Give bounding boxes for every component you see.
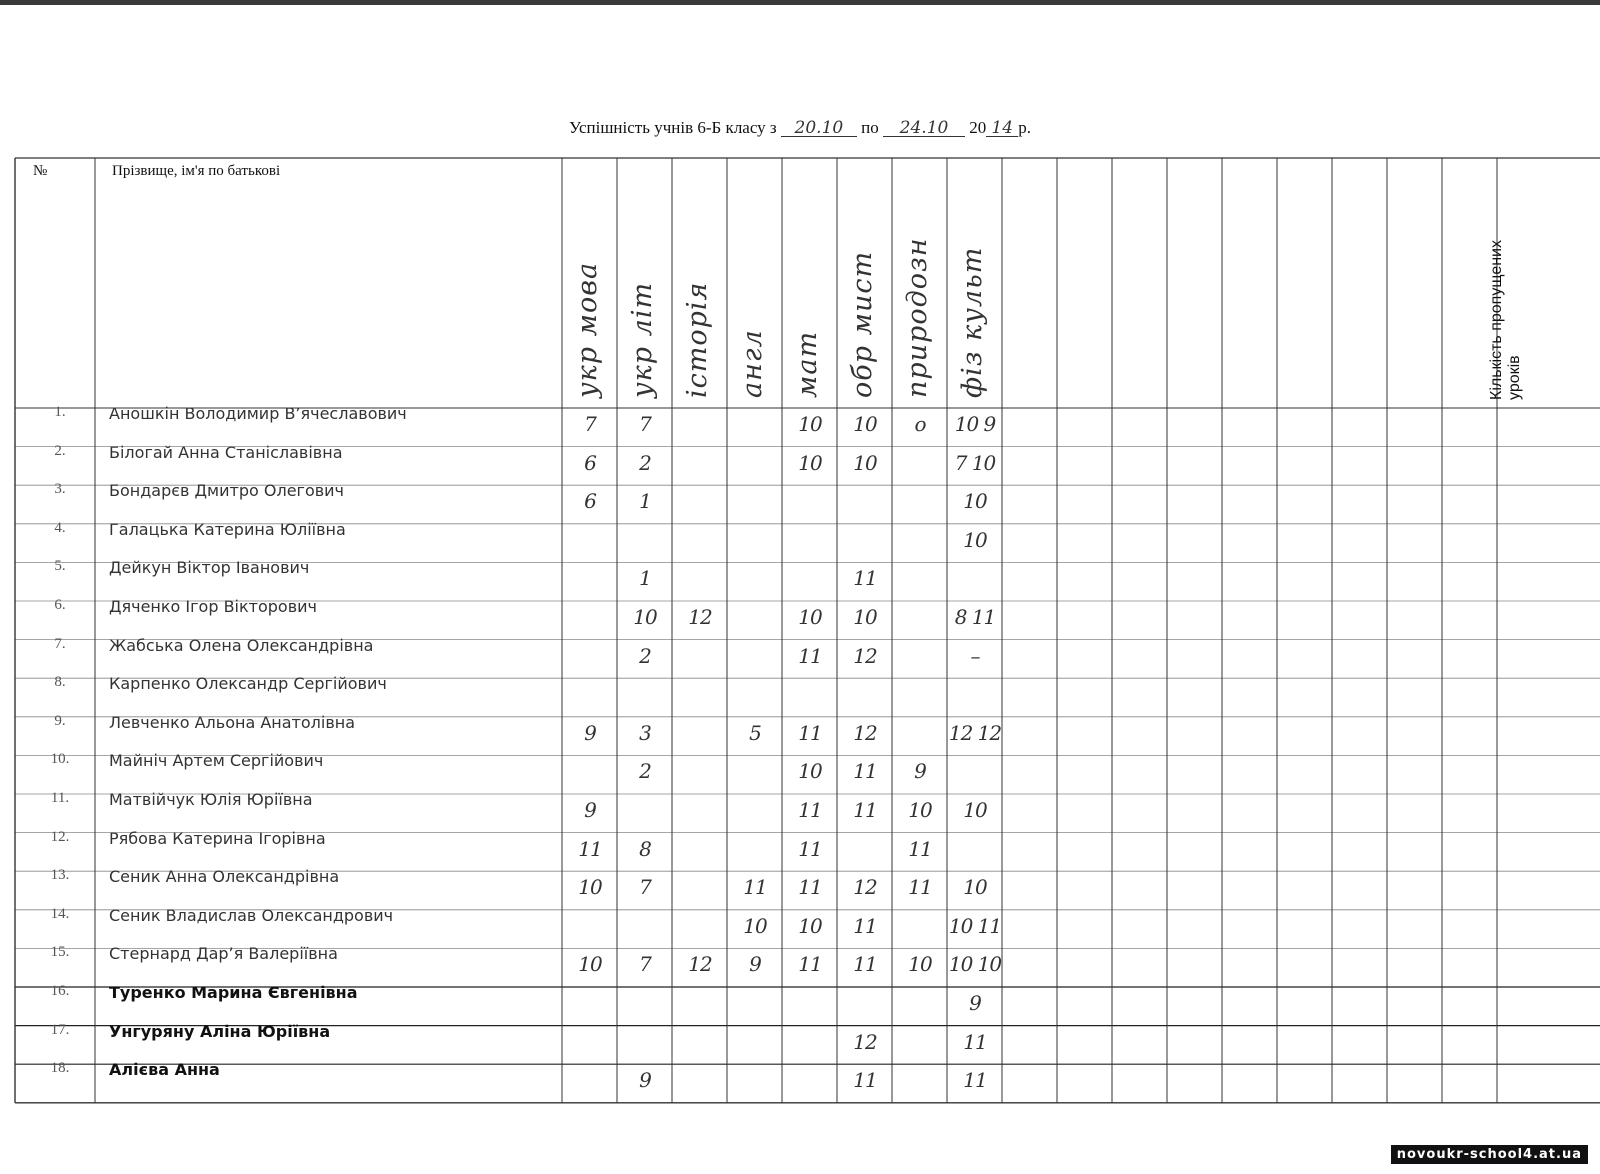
row-number: 17. xyxy=(50,1021,70,1038)
grade-cell: 11 xyxy=(798,720,822,745)
scan-top-edge xyxy=(0,0,1600,5)
grade-cell: 8 11 xyxy=(954,605,996,629)
year-suffix: 14 xyxy=(986,120,1018,137)
grade-cell: 10 11 xyxy=(948,913,1002,938)
grade-cell: 10 xyxy=(908,798,932,822)
subject-header: обр мист xyxy=(847,250,878,398)
grade-cell: 2 xyxy=(639,450,651,475)
grade-cell: 10 xyxy=(908,952,932,977)
grade-cell: 10 xyxy=(963,527,987,552)
header-missed-lessons: Кількість пропущених уроків xyxy=(1488,240,1523,400)
grade-cell: о xyxy=(914,412,926,436)
student-name: Майніч Артем Сергійович xyxy=(109,751,324,771)
student-name: Дяченко Ігор Вікторович xyxy=(109,597,317,616)
grade-cell: – xyxy=(970,643,980,668)
row-number: 7. xyxy=(54,635,66,652)
subject-header: англ xyxy=(737,329,768,398)
grade-cell: 11 xyxy=(908,875,932,900)
row-number: 2. xyxy=(54,442,66,459)
grade-cell: 12 xyxy=(853,720,877,745)
student-name: Рябова Катерина Ігорівна xyxy=(109,828,326,848)
student-name: Унгуряну Аліна Юріївна xyxy=(109,1021,331,1041)
row-number: 5. xyxy=(54,558,66,575)
grade-cell: 11 xyxy=(963,1029,987,1054)
student-name: Аношкін Володимир В’ячеславович xyxy=(109,404,407,423)
grade-cell: 7 xyxy=(639,875,651,900)
student-name: Дейкун Віктор Іванович xyxy=(109,558,310,578)
row-number: 10. xyxy=(50,751,70,768)
grade-cell: 11 xyxy=(798,836,822,861)
subject-header: природозн xyxy=(902,237,933,398)
row-number: 18. xyxy=(50,1060,70,1077)
grade-cell: 9 xyxy=(914,759,926,784)
site-watermark: novoukr-school4.at.ua xyxy=(1391,1145,1588,1164)
grade-cell: 3 xyxy=(639,720,651,745)
grade-cell: 10 10 xyxy=(948,952,1002,977)
grade-cell: 10 9 xyxy=(954,412,996,436)
student-name: Жабська Олена Олександрівна xyxy=(109,635,374,655)
grade-cell: 10 xyxy=(578,952,602,977)
student-name: Левченко Альона Анатолівна xyxy=(109,712,356,732)
year-prefix: 20 xyxy=(969,118,987,137)
row-number: 16. xyxy=(50,983,70,999)
grade-cell: 1 xyxy=(639,566,651,591)
row-number: 14. xyxy=(50,905,70,922)
date-from: 20.10 xyxy=(781,120,857,137)
grade-cell: 12 xyxy=(688,952,712,977)
title-suffix: р. xyxy=(1018,118,1031,137)
row-number: 6. xyxy=(54,597,66,613)
student-name: Бондарєв Дмитро Олегович xyxy=(109,481,345,501)
row-number: 8. xyxy=(54,674,66,691)
grade-cell: 10 xyxy=(963,489,987,514)
grade-cell: 12 xyxy=(688,605,712,629)
header-name: Прізвище, ім'я по батькові xyxy=(112,163,281,179)
grade-cell: 10 xyxy=(963,875,987,900)
subject-header: фіз культ xyxy=(957,246,988,398)
grade-cell: 10 xyxy=(963,798,987,822)
title-prefix: Успішність учнів 6-Б класу з xyxy=(568,118,777,137)
grade-cell: 12 12 xyxy=(948,720,1002,745)
row-number: 1. xyxy=(54,404,66,420)
grade-cell: 8 xyxy=(639,836,651,861)
row-number: 4. xyxy=(54,519,66,536)
grade-cell: 11 xyxy=(743,875,767,900)
page-title xyxy=(0,118,1600,138)
student-name: Галацька Катерина Юліївна xyxy=(109,519,346,539)
grade-cell: 9 xyxy=(639,1068,651,1093)
row-number: 15. xyxy=(50,944,70,961)
grade-cell: 9 xyxy=(749,952,761,977)
row-number: 11. xyxy=(50,790,70,806)
grade-cell: 7 xyxy=(584,412,596,436)
grade-cell: 2 xyxy=(639,759,651,784)
grade-cell: 10 xyxy=(633,605,657,629)
grade-cell: 12 xyxy=(853,875,877,900)
grade-cell: 11 xyxy=(798,875,822,900)
grade-cell: 10 xyxy=(578,875,602,900)
grade-cell: 10 xyxy=(798,759,822,784)
student-name: Сеник Анна Олександрівна xyxy=(109,867,340,887)
student-name: Алієва Анна xyxy=(109,1060,220,1080)
row-number: 9. xyxy=(54,712,66,729)
grade-cell: 10 xyxy=(798,450,822,475)
grade-cell: 10 xyxy=(798,913,822,938)
subject-header: укр мова xyxy=(572,261,603,398)
grade-cell: 12 xyxy=(853,1029,877,1054)
grade-cell: 11 xyxy=(578,836,602,861)
grade-cell: 9 xyxy=(584,798,596,822)
grade-cell: 10 xyxy=(743,913,767,938)
grade-cell: 11 xyxy=(853,1068,877,1093)
grade-cell: 11 xyxy=(853,952,877,977)
grade-cell: 7 10 xyxy=(954,450,996,475)
student-name: Карпенко Олександр Сергійович xyxy=(109,674,387,694)
grade-cell: 11 xyxy=(853,798,877,822)
grade-cell: 5 xyxy=(749,720,761,745)
grade-cell: 2 xyxy=(639,643,651,668)
grade-cell: 11 xyxy=(798,643,822,668)
grade-cell: 10 xyxy=(853,450,877,475)
grade-cell: 11 xyxy=(853,913,877,938)
grade-cell: 11 xyxy=(908,836,932,861)
grade-cell: 9 xyxy=(969,991,981,1015)
subject-header: мат xyxy=(792,330,823,398)
student-name: Стернард Дар’я Валеріївна xyxy=(109,944,338,964)
student-name: Білогай Анна Станіславівна xyxy=(109,442,343,462)
row-number: 13. xyxy=(50,867,70,884)
grade-cell: 11 xyxy=(798,952,822,977)
title-mid: по xyxy=(861,118,879,137)
date-to: 24.10 xyxy=(883,120,965,137)
subject-header: укр літ xyxy=(627,281,658,398)
grade-cell: 10 xyxy=(853,605,877,629)
row-number: 3. xyxy=(54,481,66,498)
grade-cell: 10 xyxy=(798,605,822,629)
grade-cell: 7 xyxy=(639,952,651,977)
row-number: 12. xyxy=(50,828,70,845)
student-name: Туренко Марина Євгенівна xyxy=(109,983,358,1002)
grade-cell: 12 xyxy=(853,643,877,668)
grade-cell: 1 xyxy=(639,489,651,514)
grade-cell: 6 xyxy=(584,450,596,475)
subject-header: історія xyxy=(682,281,713,398)
grade-cell: 6 xyxy=(584,489,596,514)
grade-cell: 11 xyxy=(963,1068,987,1093)
header-number: № xyxy=(33,163,48,179)
grade-cell: 11 xyxy=(853,566,877,591)
grade-cell: 11 xyxy=(853,759,877,784)
student-name: Сеник Владислав Олександрович xyxy=(109,905,394,925)
grade-cell: 10 xyxy=(853,412,877,436)
student-name: Матвійчук Юлія Юріївна xyxy=(109,790,313,809)
grade-cell: 7 xyxy=(639,412,651,436)
grade-cell: 9 xyxy=(584,720,596,745)
grade-cell: 11 xyxy=(798,798,822,822)
grade-cell: 10 xyxy=(798,412,822,436)
